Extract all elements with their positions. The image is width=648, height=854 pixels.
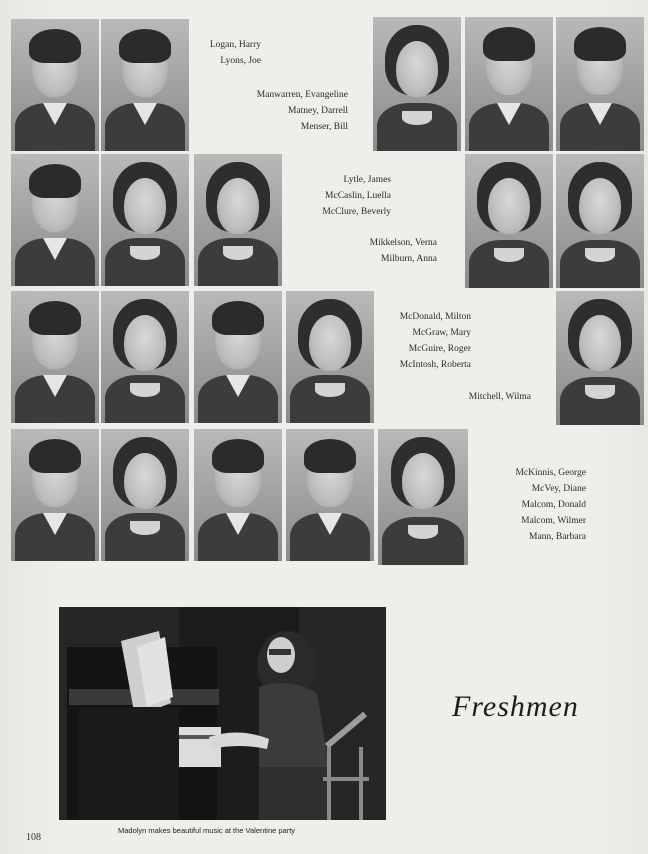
student-name: McGuire, Roger: [408, 344, 471, 354]
name-list: [476, 465, 586, 545]
portrait-photo: [11, 429, 99, 561]
portrait-photo: [101, 429, 189, 561]
name-list: [290, 172, 391, 220]
portrait-photo: [373, 17, 461, 151]
student-name: Malcom, Donald: [521, 500, 586, 510]
portrait-photo: [11, 154, 99, 286]
portrait-photo: [194, 291, 282, 423]
student-name: Menser, Bill: [300, 122, 348, 132]
portrait-photo: [378, 429, 468, 565]
portrait-photo: [465, 154, 553, 288]
portrait-photo: [194, 429, 282, 561]
student-name: McIntosh, Roberta: [399, 360, 471, 370]
portrait-photo: [11, 19, 99, 151]
student-name: Malcom, Wilmer: [521, 516, 586, 526]
portrait-photo: [286, 291, 374, 423]
student-name: McClure, Beverly: [322, 207, 391, 217]
name-list: [390, 309, 471, 373]
name-list: [195, 37, 261, 69]
portrait-photo: [556, 154, 644, 288]
photo-caption: Madolyn makes beautiful music at the Valentine party: [118, 826, 296, 835]
student-name: Mikkelson, Verna: [369, 238, 437, 248]
portrait-photo: [556, 17, 644, 151]
portrait-photo: [101, 19, 189, 151]
portrait-photo: [11, 291, 99, 423]
portrait-photo: [194, 154, 282, 286]
portrait-photo: [556, 291, 644, 425]
portrait-photo: [286, 429, 374, 561]
name-list: [360, 235, 437, 267]
student-name: Logan, Harry: [209, 40, 261, 50]
student-name: Lytle, James: [343, 175, 391, 185]
student-name: McDonald, Milton: [399, 312, 471, 322]
portrait-photo: [465, 17, 553, 151]
student-name: Milburn, Anna: [381, 254, 437, 264]
student-name: McVey, Diane: [531, 484, 586, 494]
student-name: Manwarren, Evangeline: [256, 90, 348, 100]
page-number: 108: [26, 832, 41, 843]
student-name: Mitchell, Wilma: [468, 392, 531, 402]
portrait-photo: [101, 154, 189, 286]
student-name: McCaslin, Luella: [325, 191, 391, 201]
candid-photo: [59, 607, 386, 820]
name-list: [456, 389, 531, 405]
piano-scene-illustration: [59, 607, 386, 820]
student-name: Lyons, Joe: [220, 56, 261, 66]
name-list: [232, 87, 348, 135]
student-name: McGraw, Mary: [412, 328, 471, 338]
student-name: McKinnis, George: [515, 468, 586, 478]
student-name: Matney, Darrell: [287, 106, 348, 116]
page-title: Freshmen: [452, 690, 579, 723]
student-name: Mann, Barbara: [529, 532, 586, 542]
portrait-photo: [101, 291, 189, 423]
